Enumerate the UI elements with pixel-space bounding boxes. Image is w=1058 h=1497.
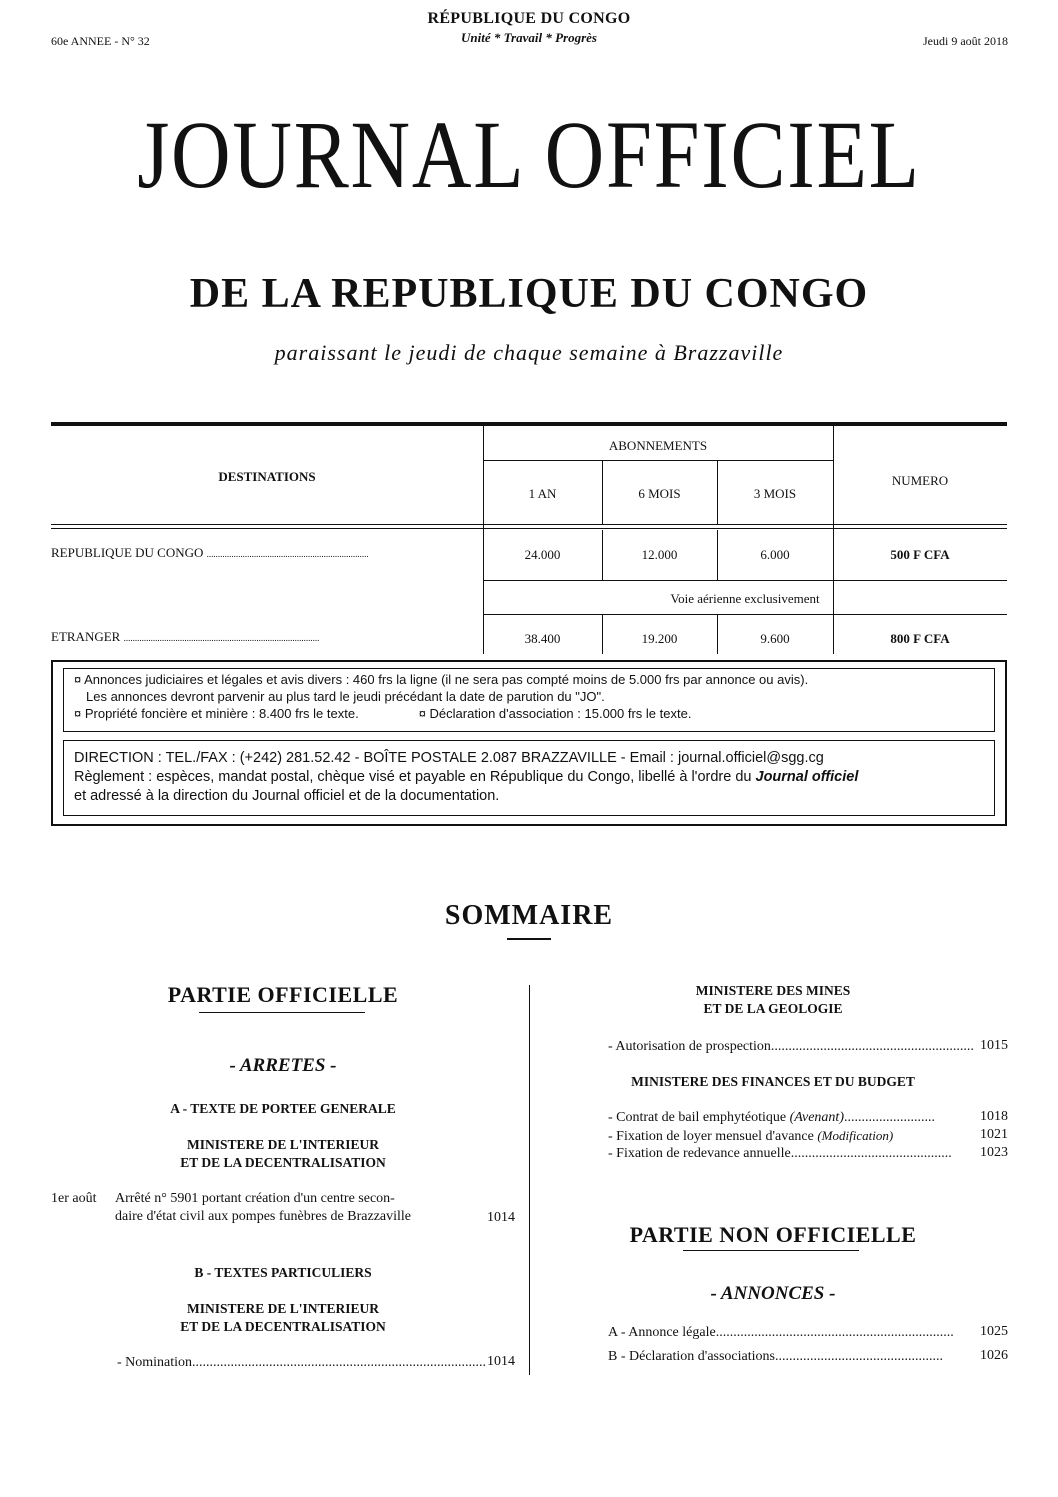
- notice-line: [74, 705, 984, 722]
- partie-non-officielle: PARTIE NON OFFICIELLE: [629, 1222, 917, 1247]
- journal-officiel-italic: Journal officiel: [755, 769, 859, 785]
- entry-line: Arrêté n° 5901 portant création d'un centre secon-: [115, 1191, 395, 1206]
- annonce-legale-page: 1025: [980, 1324, 1008, 1339]
- ministere-finances: MINISTERE DES FINANCES ET DU BUDGET: [631, 1074, 915, 1089]
- ministere-interieur-a: [70, 1136, 496, 1172]
- journal-tagline: paraissant le jeudi de chaque semaine à Brazzaville: [274, 340, 784, 365]
- col-1an: 1 AN: [528, 486, 557, 501]
- destinations-header: DESTINATIONS: [218, 469, 316, 484]
- ministere-line: MINISTERE DE L'INTERIEUR: [186, 1137, 380, 1152]
- direction-notice: [63, 740, 995, 816]
- declaration-label: B - Déclaration d'associations: [608, 1349, 775, 1364]
- contrat-page: 1018: [980, 1109, 1008, 1124]
- annonce-legale-label: A - Annonce légale: [608, 1325, 716, 1340]
- ministere-mines: [560, 982, 986, 1018]
- country-name: RÉPUBLIQUE DU CONGO: [427, 10, 631, 27]
- header-center: [0, 10, 1058, 46]
- ministere-line: ET DE LA DECENTRALISATION: [180, 1155, 386, 1170]
- contrat-label: - Contrat de bail emphytéotique: [608, 1110, 790, 1125]
- reglement-text: Règlement : espèces, mandat postal, chèque visé et payable en République du Congo, libellé à l'ordre du: [74, 769, 756, 785]
- fixation-redevance-entry[interactable]: - Fixation de redevance annuelle..............................................: [608, 1146, 952, 1161]
- table-rule: [51, 528, 1007, 529]
- ministere-interieur-b: [70, 1300, 496, 1336]
- fixation-loyer-label: - Fixation de loyer mensuel d'avance: [608, 1129, 818, 1144]
- nomination-entry[interactable]: - Nomination....................................................................................: [117, 1355, 487, 1370]
- abonnements-header: ABONNEMENTS: [608, 438, 708, 453]
- journal-title: JOURNAL OFFICIEL: [137, 101, 921, 208]
- section-a: A - TEXTE DE PORTEE GENERALE: [170, 1101, 396, 1116]
- nomination-page: 1014: [487, 1354, 515, 1369]
- congo-3mois: 6.000: [760, 547, 790, 562]
- notice-line: ¤ Annonces judiciaires et légales et avis divers : 460 frs la ligne (il ne sera pas compté moins de 5.000 frs par annonce ou avis).: [74, 672, 809, 687]
- dest-label: ETRANGER: [51, 629, 121, 644]
- fixation-loyer-page: 1021: [980, 1127, 1008, 1142]
- section-b: B - TEXTES PARTICULIERS: [194, 1265, 372, 1280]
- partie-rule: [199, 1012, 365, 1013]
- etranger-numero: 800 F CFA: [890, 631, 950, 646]
- arrete-page: 1014: [487, 1210, 515, 1225]
- nomination-label: - Nomination: [117, 1355, 193, 1370]
- sommaire-rule: [507, 938, 551, 940]
- etranger-1an: 38.400: [524, 631, 561, 646]
- ministere-line: ET DE LA GEOLOGIE: [703, 1001, 843, 1016]
- ministere-line: ET DE LA DECENTRALISATION: [180, 1319, 386, 1334]
- table-rule: [51, 524, 1007, 525]
- issue-number: 60e ANNEE - N° 32: [51, 34, 150, 48]
- col-3mois: 3 MOIS: [753, 486, 797, 501]
- congo-6mois: 12.000: [641, 547, 678, 562]
- issue-date: Jeudi 9 août 2018: [923, 34, 1008, 48]
- contrat-italic: (Avenant): [789, 1110, 844, 1125]
- fixation-redevance-page: 1023: [980, 1145, 1008, 1160]
- ministere-line: MINISTERE DES MINES: [695, 983, 851, 998]
- notice-line: Les annonces devront parvenir au plus tard le jeudi précédant la date de parution du "JO".: [86, 689, 605, 704]
- voie-aerienne: Voie aérienne exclusivement: [670, 591, 820, 606]
- direction-line: [74, 768, 984, 787]
- dest-congo: REPUBLIQUE DU CONGO ........................................................................: [51, 545, 369, 560]
- autorisation-page: 1015: [980, 1038, 1008, 1053]
- autorisation-label: - Autorisation de prospection: [608, 1039, 771, 1054]
- direction-line: et adressé à la direction du Journal officiel et de la documentation.: [74, 788, 500, 804]
- journal-subtitle: DE LA REPUBLIQUE DU CONGO: [189, 271, 869, 317]
- direction-line: DIRECTION : TEL./FAX : (+242) 281.52.42 - BOÎTE POSTALE 2.087 BRAZZAVILLE - Email : journal.officiel@sgg.cg: [74, 750, 824, 766]
- notice-fonciere: ¤ Propriété foncière et minière : 8.400 frs le texte.: [74, 706, 359, 721]
- table-rule: [483, 460, 833, 461]
- entry-line: daire d'état civil aux pompes funèbres de Brazzaville: [115, 1209, 412, 1224]
- notice-association: ¤ Déclaration d'association : 15.000 frs le texte.: [418, 706, 692, 721]
- arretes-heading: - ARRETES -: [229, 1055, 337, 1076]
- notice-frame: [51, 660, 1007, 826]
- annonces-heading: - ANNONCES -: [710, 1283, 836, 1304]
- ministere-line: MINISTERE DE L'INTERIEUR: [186, 1301, 380, 1316]
- declaration-page: 1026: [980, 1348, 1008, 1363]
- declaration-entry[interactable]: B - Déclaration d'associations................................................: [608, 1349, 943, 1364]
- pricing-notice: [63, 668, 995, 732]
- entry-date: 1er août: [51, 1191, 97, 1206]
- fixation-redevance-label: - Fixation de redevance annuelle: [608, 1146, 791, 1161]
- table-top-rule: [51, 422, 1007, 426]
- autorisation-entry[interactable]: - Autorisation de prospection..........................................................: [608, 1039, 974, 1054]
- arrete-entry[interactable]: [115, 1190, 475, 1226]
- dest-etranger: ETRANGER .......................................................................................: [51, 629, 320, 644]
- col-6mois: 6 MOIS: [638, 486, 681, 501]
- sommaire-title: SOMMAIRE: [444, 900, 614, 931]
- congo-1an: 24.000: [524, 547, 561, 562]
- dest-label: REPUBLIQUE DU CONGO: [51, 545, 204, 560]
- numero-header: NUMERO: [891, 473, 949, 488]
- table-divider: [833, 426, 834, 654]
- congo-numero: 500 F CFA: [890, 547, 950, 562]
- contrat-entry[interactable]: - Contrat de bail emphytéotique (Avenant)..........................: [608, 1110, 935, 1125]
- table-rule: [483, 614, 1007, 615]
- motto: Unité * Travail * Progrès: [460, 30, 597, 45]
- subscription-table: [51, 422, 1007, 658]
- table-rule: [483, 580, 1007, 581]
- column-divider: [529, 985, 530, 1375]
- etranger-6mois: 19.200: [641, 631, 678, 646]
- fixation-loyer-italic: (Modification): [817, 1128, 894, 1143]
- partie-non-rule: [683, 1250, 859, 1251]
- annonce-legale-entry[interactable]: A - Annonce légale....................................................................: [608, 1325, 954, 1340]
- partie-officielle: PARTIE OFFICIELLE: [167, 982, 399, 1007]
- etranger-3mois: 9.600: [760, 631, 790, 646]
- fixation-loyer-entry[interactable]: [608, 1127, 953, 1146]
